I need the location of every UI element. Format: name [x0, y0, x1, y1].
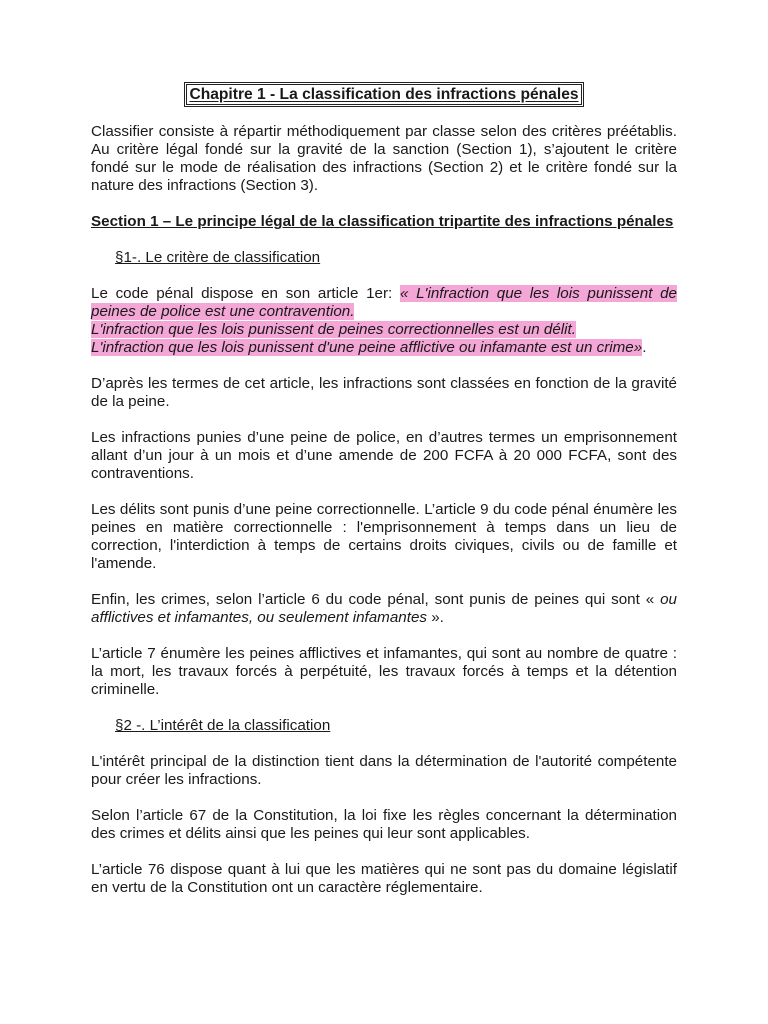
document-page: [91, 84, 677, 915]
article-1-end: .: [642, 339, 647, 356]
article-1-lead: Le code pénal dispose en son article 1er:: [91, 285, 400, 302]
section-1-heading: Section 1 – Le principe légal de la classification tripartite des infractions pénales: [91, 213, 674, 230]
interet-paragraph: L'intérêt principal de la distinction tient dans la détermination de l'autorité compétente pour créer les infractions.: [91, 753, 677, 788]
chapter-title: Chapitre 1 - La classification des infractions pénales: [186, 84, 581, 105]
article-1-quote-line-2: L'infraction que les lois punissent de peines correctionnelles est un délit.: [91, 321, 576, 338]
article-1-quote-line-3: L'infraction que les lois punissent d'une peine afflictive ou infamante est un crime»: [91, 339, 643, 356]
intro-paragraph: Classifier consiste à répartir méthodiquement par classe selon des critères préétablis. Au critère légal fondé sur la gravité de la sanction (Section 1), s’ajoutent le critère fondé sur le mode de réalisation des infractions (Section 2) et le critère fondé sur la nature des infractions (Section 3).: [91, 123, 677, 194]
chapter-title-wrapper: [91, 84, 677, 105]
article-1-quote-line-1: « L'infraction que les lois punissent de peines de police est une contravention.: [91, 285, 678, 320]
article-7-paragraph: L’article 7 énumère les peines afflictives et infamantes, qui sont au nombre de quatre : la mort, les travaux forcés à perpétuité, les travaux forcés à temps et la détention criminelle.: [91, 645, 677, 698]
crimes-lead: Enfin, les crimes, selon l’article 6 du code pénal, sont punis de peines qui sont «: [91, 591, 661, 608]
article-1-paragraph: [91, 285, 677, 357]
terms-paragraph: D’après les termes de cet article, les infractions sont classées en fonction de la gravité de la peine.: [91, 375, 677, 410]
article-76-paragraph: L’article 76 dispose quant à lui que les matières qui ne sont pas du domaine législatif en vertu de la Constitution ont un caractère réglementaire.: [91, 861, 677, 896]
crimes-paragraph: [91, 591, 677, 627]
crimes-quote: ou afflictives et infamantes, ou seulement infamantes: [91, 591, 677, 626]
crimes-end: ».: [427, 609, 444, 626]
article-67-paragraph: Selon l’article 67 de la Constitution, la loi fixe les règles concernant la détermination des crimes et délits ainsi que les peines qui leur sont applicables.: [91, 807, 677, 842]
subsection-2-heading: §2 -. L’intérêt de la classification: [115, 717, 331, 734]
delits-paragraph: Les délits sont punis d’une peine correctionnelle. L’article 9 du code pénal énumère les peines en matière correctionnelle : l'emprisonnement à temps dans un lieu de correction, l'interdiction à temps de certains droits civiques, civils ou de famille et l'amende.: [91, 501, 677, 572]
subsection-1-heading: §1-. Le critère de classification: [115, 249, 321, 266]
police-paragraph: Les infractions punies d’une peine de police, en d’autres termes un emprisonnement allant d’un jour à un mois et d’une amende de 200 FCFA à 20 000 FCFA, sont des contraventions.: [91, 429, 677, 482]
